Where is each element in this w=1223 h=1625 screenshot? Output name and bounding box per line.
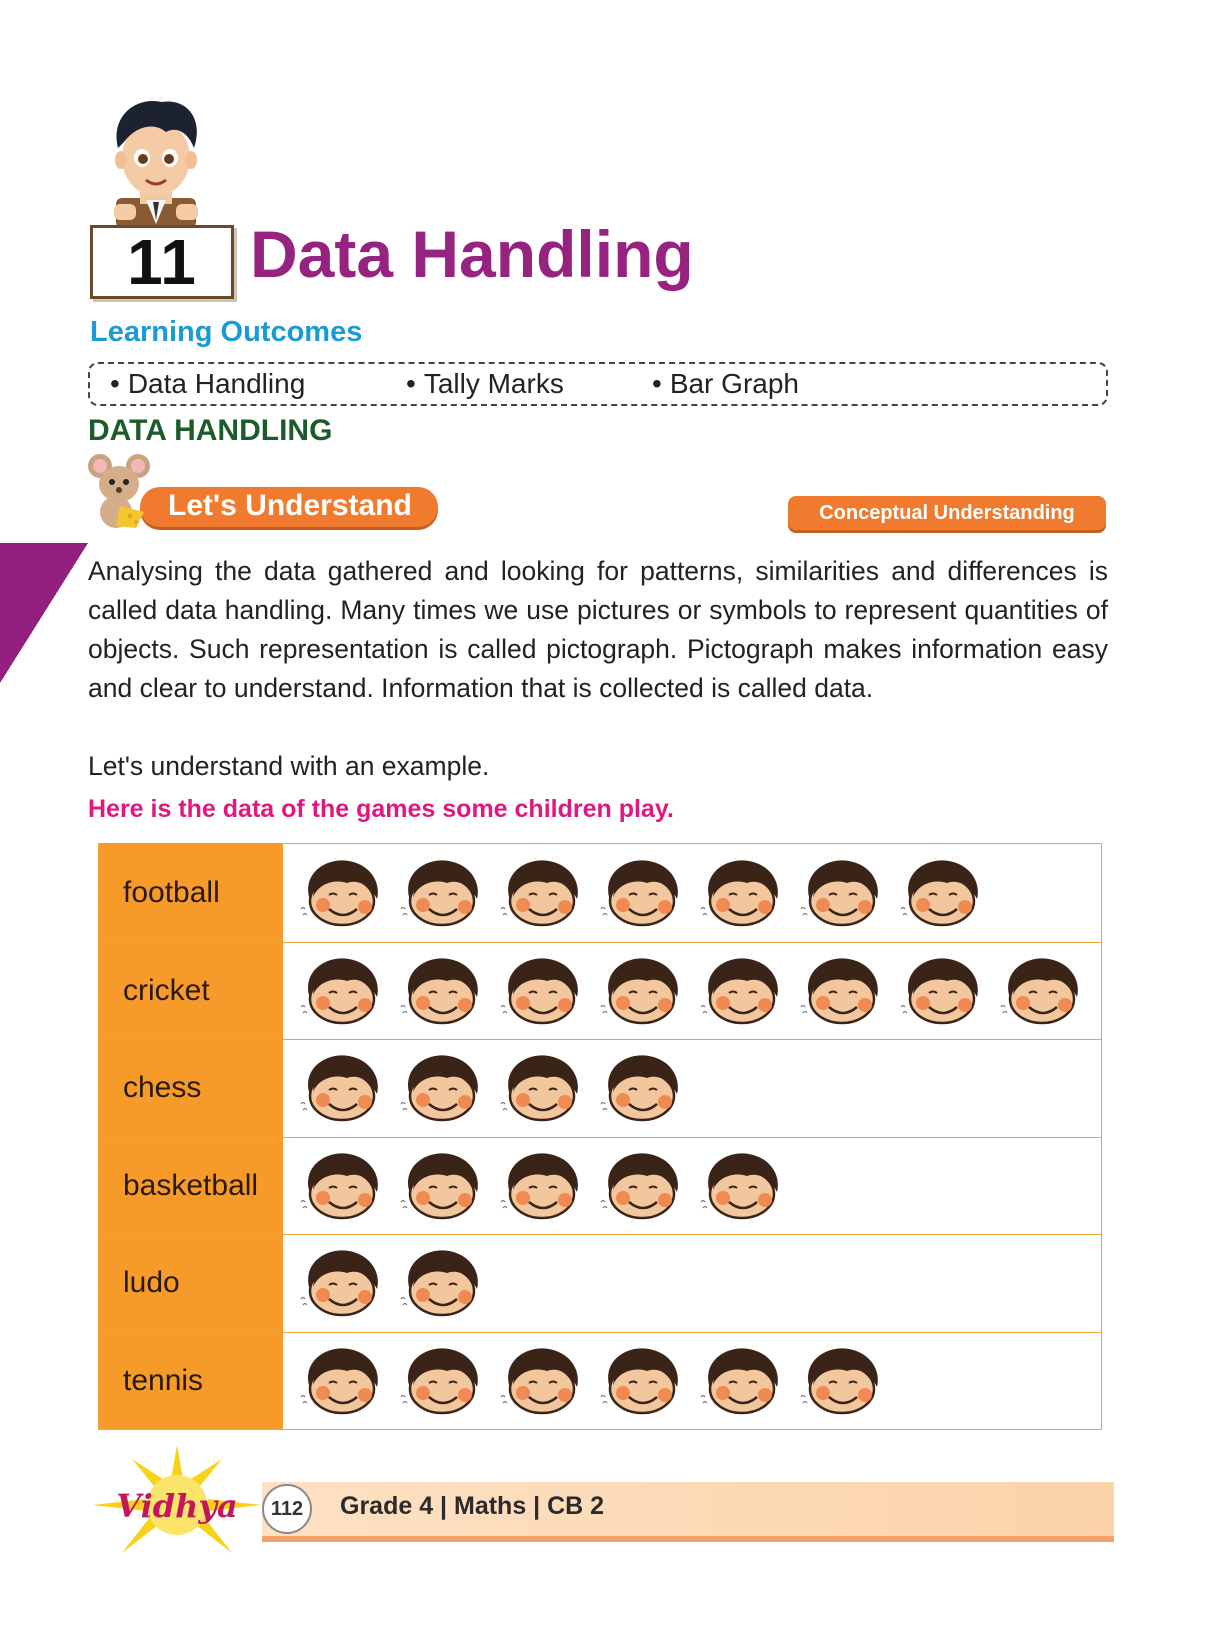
pictograph-category-label: cricket bbox=[99, 943, 283, 1040]
child-face-icon bbox=[699, 955, 781, 1027]
child-face-icon bbox=[399, 1345, 481, 1417]
pictograph-row bbox=[99, 942, 1101, 1040]
child-face-icon bbox=[699, 1150, 781, 1222]
child-face-icon bbox=[499, 1345, 581, 1417]
learning-outcomes-title: Learning Outcomes bbox=[90, 316, 363, 348]
lets-understand-label: Let's Understand bbox=[168, 489, 412, 522]
child-face-icon bbox=[299, 1150, 381, 1222]
child-face-icon bbox=[799, 857, 881, 929]
child-face-icon bbox=[499, 955, 581, 1027]
boy-mascot-image bbox=[96, 96, 216, 231]
child-face-icon bbox=[599, 1150, 681, 1222]
child-face-icon bbox=[299, 857, 381, 929]
chapter-title: Data Handling bbox=[250, 217, 694, 291]
pictograph-row bbox=[99, 1137, 1101, 1235]
pictograph-symbols bbox=[283, 1333, 1101, 1430]
child-face-icon bbox=[599, 857, 681, 929]
pictograph-category-label: basketball bbox=[99, 1138, 283, 1235]
vidhya-logo bbox=[92, 1445, 262, 1565]
child-face-icon bbox=[399, 955, 481, 1027]
child-face-icon bbox=[799, 1345, 881, 1417]
footer-text: Grade 4 | Maths | CB 2 bbox=[340, 1492, 605, 1520]
pictograph-symbols bbox=[283, 943, 1101, 1040]
child-face-icon bbox=[499, 857, 581, 929]
child-face-icon bbox=[799, 955, 881, 1027]
pictograph-category-label: football bbox=[99, 844, 283, 942]
child-face-icon bbox=[699, 857, 781, 929]
pictograph-table bbox=[98, 843, 1102, 1430]
child-face-icon bbox=[299, 1345, 381, 1417]
child-face-icon bbox=[899, 955, 981, 1027]
pictograph-symbols bbox=[283, 1040, 1101, 1137]
data-prompt: Here is the data of the games some children play. bbox=[88, 795, 674, 823]
child-face-icon bbox=[499, 1150, 581, 1222]
pictograph-row bbox=[99, 1234, 1101, 1332]
child-face-icon bbox=[599, 1052, 681, 1124]
conceptual-understanding-badge: Conceptual Understanding bbox=[788, 496, 1106, 530]
pictograph-category-label: tennis bbox=[99, 1333, 283, 1430]
learning-outcomes-box bbox=[88, 362, 1108, 406]
child-face-icon bbox=[399, 1247, 481, 1319]
child-face-icon bbox=[399, 1150, 481, 1222]
decorative-wedge bbox=[0, 543, 88, 683]
outcome-item: • Data Handling bbox=[110, 368, 305, 400]
pictograph-row bbox=[99, 1039, 1101, 1137]
intro-paragraph: Analysing the data gathered and looking for patterns, similarities and differences is called data handling. Many times we use pictures or symbols to represent quantities of objects. Such representation is called pictograph. Pictograph makes information easy and clear to understand. Information that is collected is called data. bbox=[88, 556, 1108, 703]
child-face-icon bbox=[599, 1345, 681, 1417]
outcome-item: • Bar Graph bbox=[652, 368, 799, 400]
child-face-icon bbox=[699, 1345, 781, 1417]
example-line: Let's understand with an example. bbox=[88, 751, 490, 781]
child-face-icon bbox=[999, 955, 1081, 1027]
pictograph-category-label: ludo bbox=[99, 1235, 283, 1332]
outcome-item: • Tally Marks bbox=[406, 368, 564, 400]
pictograph-symbols bbox=[283, 1138, 1101, 1235]
child-face-icon bbox=[299, 1247, 381, 1319]
child-face-icon bbox=[599, 955, 681, 1027]
pictograph-category-label: chess bbox=[99, 1040, 283, 1137]
pictograph-symbols bbox=[283, 1235, 1101, 1332]
child-face-icon bbox=[299, 1052, 381, 1124]
child-face-icon bbox=[899, 857, 981, 929]
child-face-icon bbox=[299, 955, 381, 1027]
child-face-icon bbox=[499, 1052, 581, 1124]
section-heading: DATA HANDLING bbox=[88, 414, 333, 447]
child-face-icon bbox=[399, 857, 481, 929]
mouse-mascot-image bbox=[86, 450, 152, 530]
pictograph-row bbox=[99, 1332, 1101, 1430]
pictograph-symbols bbox=[283, 844, 1101, 942]
chapter-number-box: 11 bbox=[90, 225, 234, 299]
svg-text:Vidhya: Vidhya bbox=[116, 1487, 238, 1525]
child-face-icon bbox=[399, 1052, 481, 1124]
pictograph-row bbox=[99, 844, 1101, 942]
page-number: 112 bbox=[262, 1484, 312, 1534]
